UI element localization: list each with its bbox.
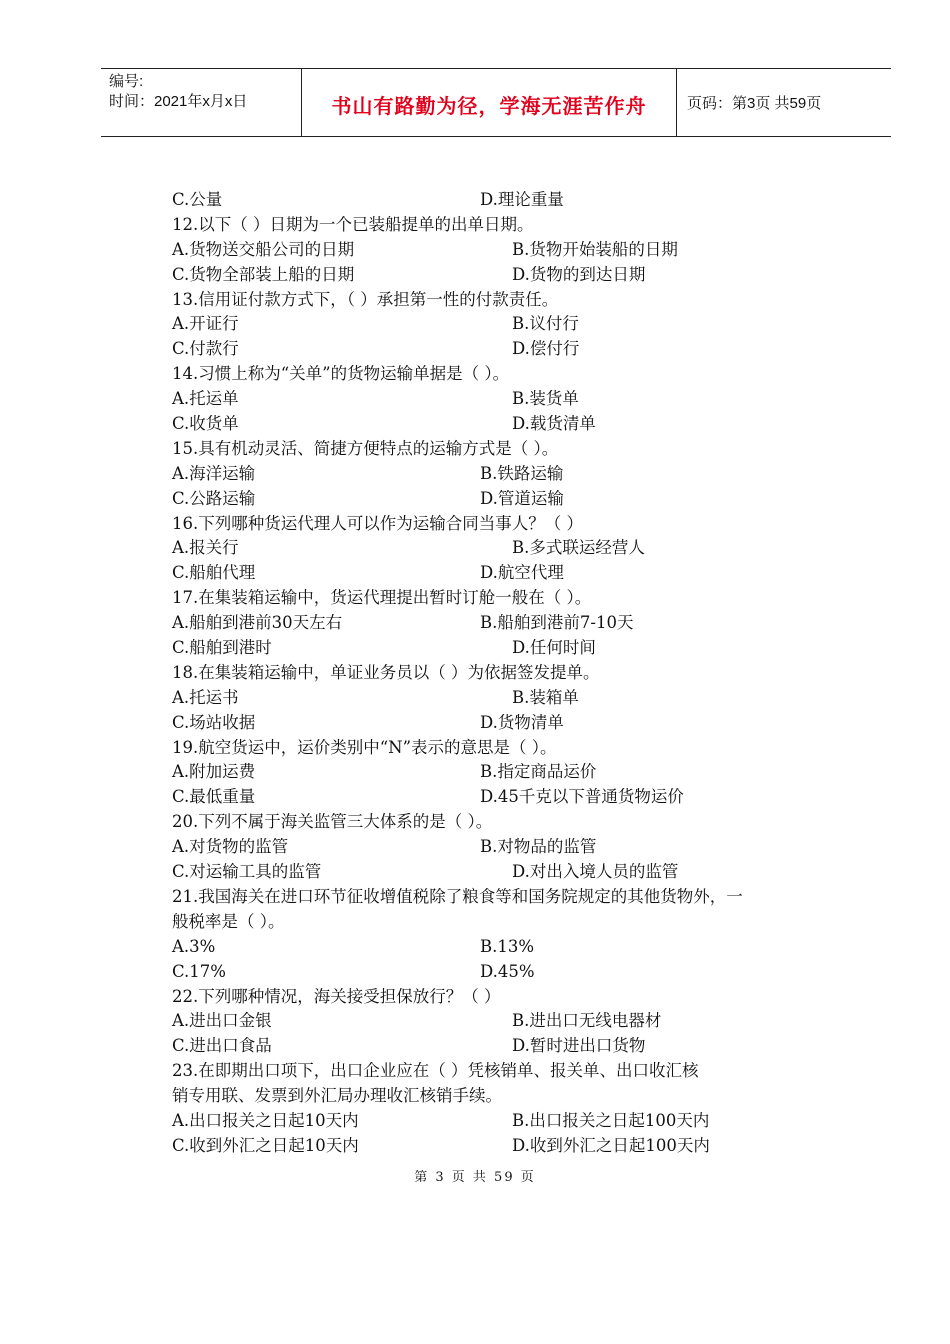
option-left: C.船舶到港时	[172, 638, 272, 658]
option-right: B.13%	[480, 936, 535, 956]
header-meta-cell	[101, 69, 302, 136]
option-right: D.暂时进出口货物	[512, 1036, 646, 1056]
question-text: 14.习惯上称为“关单”的货物运输单据是（ ）。	[172, 364, 510, 384]
question-list	[172, 188, 842, 1159]
question-text: 12.以下（ ）日期为一个已装船提单的出单日期。	[172, 214, 534, 234]
page-footer: 第 3 页 共 59 页	[414, 1170, 536, 1185]
option-right: D.货物的到达日期	[512, 264, 646, 284]
option-left: C.船舶代理	[172, 563, 256, 583]
option-left: A.附加运费	[172, 762, 256, 782]
option-right: D.理论重量	[480, 190, 564, 209]
option-row	[172, 1034, 842, 1059]
option-row	[172, 711, 842, 736]
option-left: A.托运单	[172, 389, 239, 409]
option-row	[172, 636, 842, 661]
option-left: C.货物全部装上船的日期	[172, 264, 355, 284]
option-row	[172, 835, 842, 860]
option-row	[172, 188, 842, 213]
option-row	[172, 686, 842, 711]
serial-label: 编号:	[109, 73, 144, 90]
option-right: B.议付行	[512, 314, 579, 334]
option-right: D.对出入境人员的监管	[512, 862, 679, 882]
option-left: C.公路运输	[172, 488, 256, 508]
question-text: 16.下列哪种货运代理人可以作为运输合同当事人？（ ）	[172, 513, 583, 533]
option-row	[172, 387, 842, 412]
option-left: C.场站收据	[172, 712, 256, 732]
question-text: 17.在集装箱运输中，货运代理提出暂时订舱一般在（ ）。	[172, 588, 592, 608]
option-left: A.托运书	[172, 687, 239, 707]
question-text: 23.在即期出口项下，出口企业应在（ ）凭核销单、报关单、出口收汇核	[172, 1061, 699, 1081]
option-row	[172, 312, 842, 337]
page-info: 页码：第3页 共59页	[687, 95, 822, 112]
option-right: D.收到外汇之日起100天内	[512, 1135, 710, 1155]
option-left: A.报关行	[172, 538, 239, 558]
option-right: B.出口报关之日起100天内	[512, 1110, 710, 1130]
option-row	[172, 1009, 842, 1034]
option-row	[172, 536, 842, 561]
option-row	[172, 1134, 842, 1159]
option-left: C.公量	[172, 190, 223, 209]
option-left: C.付款行	[172, 339, 239, 359]
option-left: A.出口报关之日起10天内	[172, 1110, 359, 1130]
time-label: 时间：2021年x月x日	[109, 93, 248, 110]
option-left: C.进出口食品	[172, 1036, 272, 1056]
option-right: D.45%	[480, 961, 535, 981]
option-row	[172, 487, 842, 512]
option-right: B.装箱单	[512, 687, 579, 707]
option-row	[172, 412, 842, 437]
option-left: C.对运输工具的监管	[172, 862, 322, 882]
option-right: D.货物清单	[480, 712, 564, 732]
option-left: A.海洋运输	[172, 463, 256, 483]
option-right: B.进出口无线电器材	[512, 1011, 662, 1031]
option-left: C.17%	[172, 961, 226, 981]
option-row	[172, 263, 842, 288]
option-row	[172, 462, 842, 487]
question-text: 13.信用证付款方式下，（ ）承担第一性的付款责任。	[172, 289, 559, 309]
motto: 书山有路勤为径，学海无涯苦作舟	[331, 96, 647, 118]
option-left: A.对货物的监管	[172, 837, 289, 857]
option-left: A.进出口金银	[172, 1011, 272, 1031]
option-row	[172, 238, 842, 263]
question-text: 般税率是（ ）。	[172, 911, 285, 931]
option-row	[172, 860, 842, 885]
question-text: 19.航空货运中，运价类别中“N”表示的意思是（ ）。	[172, 737, 557, 757]
option-row	[172, 935, 842, 960]
option-row	[172, 1109, 842, 1134]
header-motto-cell	[302, 69, 677, 136]
option-right: B.货物开始装船的日期	[512, 239, 678, 259]
option-left: C.收货单	[172, 414, 239, 434]
option-right: D.管道运输	[480, 488, 564, 508]
question-text: 20.下列不属于海关监管三大体系的是（ ）。	[172, 812, 493, 832]
option-right: D.任何时间	[512, 638, 596, 658]
option-right: D.偿付行	[512, 339, 580, 359]
option-left: A.3%	[172, 936, 216, 956]
option-left: A.开证行	[172, 314, 239, 334]
option-right: B.装货单	[512, 389, 579, 409]
option-right: B.对物品的监管	[480, 837, 597, 857]
option-right: B.铁路运输	[480, 463, 564, 483]
question-text: 18.在集装箱运输中，单证业务员以（ ）为依据签发提单。	[172, 662, 600, 682]
option-row	[172, 337, 842, 362]
option-right: D.航空代理	[480, 563, 564, 583]
option-right: B.船舶到港前7-10天	[480, 613, 634, 633]
header-page-cell	[677, 69, 891, 136]
option-left: C.收到外汇之日起10天内	[172, 1135, 359, 1155]
option-left: C.最低重量	[172, 787, 256, 807]
option-right: D.载货清单	[512, 414, 596, 434]
option-left: A.货物送交船公司的日期	[172, 239, 355, 259]
option-row	[172, 960, 842, 985]
option-row	[172, 561, 842, 586]
question-text: 22.下列哪种情况，海关接受担保放行？（ ）	[172, 986, 501, 1006]
option-row	[172, 785, 842, 810]
option-row	[172, 611, 842, 636]
question-text: 15.具有机动灵活、简捷方便特点的运输方式是（ ）。	[172, 438, 559, 458]
option-right: B.指定商品运价	[480, 762, 597, 782]
page-header	[101, 68, 891, 137]
option-left: A.船舶到港前30天左右	[172, 613, 343, 633]
question-text: 21.我国海关在进口环节征收增值税除了粮食等和国务院规定的其他货物外，一	[172, 886, 743, 906]
question-text: 销专用联、发票到外汇局办理收汇核销手续。	[172, 1086, 502, 1106]
option-row	[172, 760, 842, 785]
option-right: B.多式联运经营人	[512, 538, 645, 558]
option-right: D.45千克以下普通货物运价	[480, 787, 684, 807]
